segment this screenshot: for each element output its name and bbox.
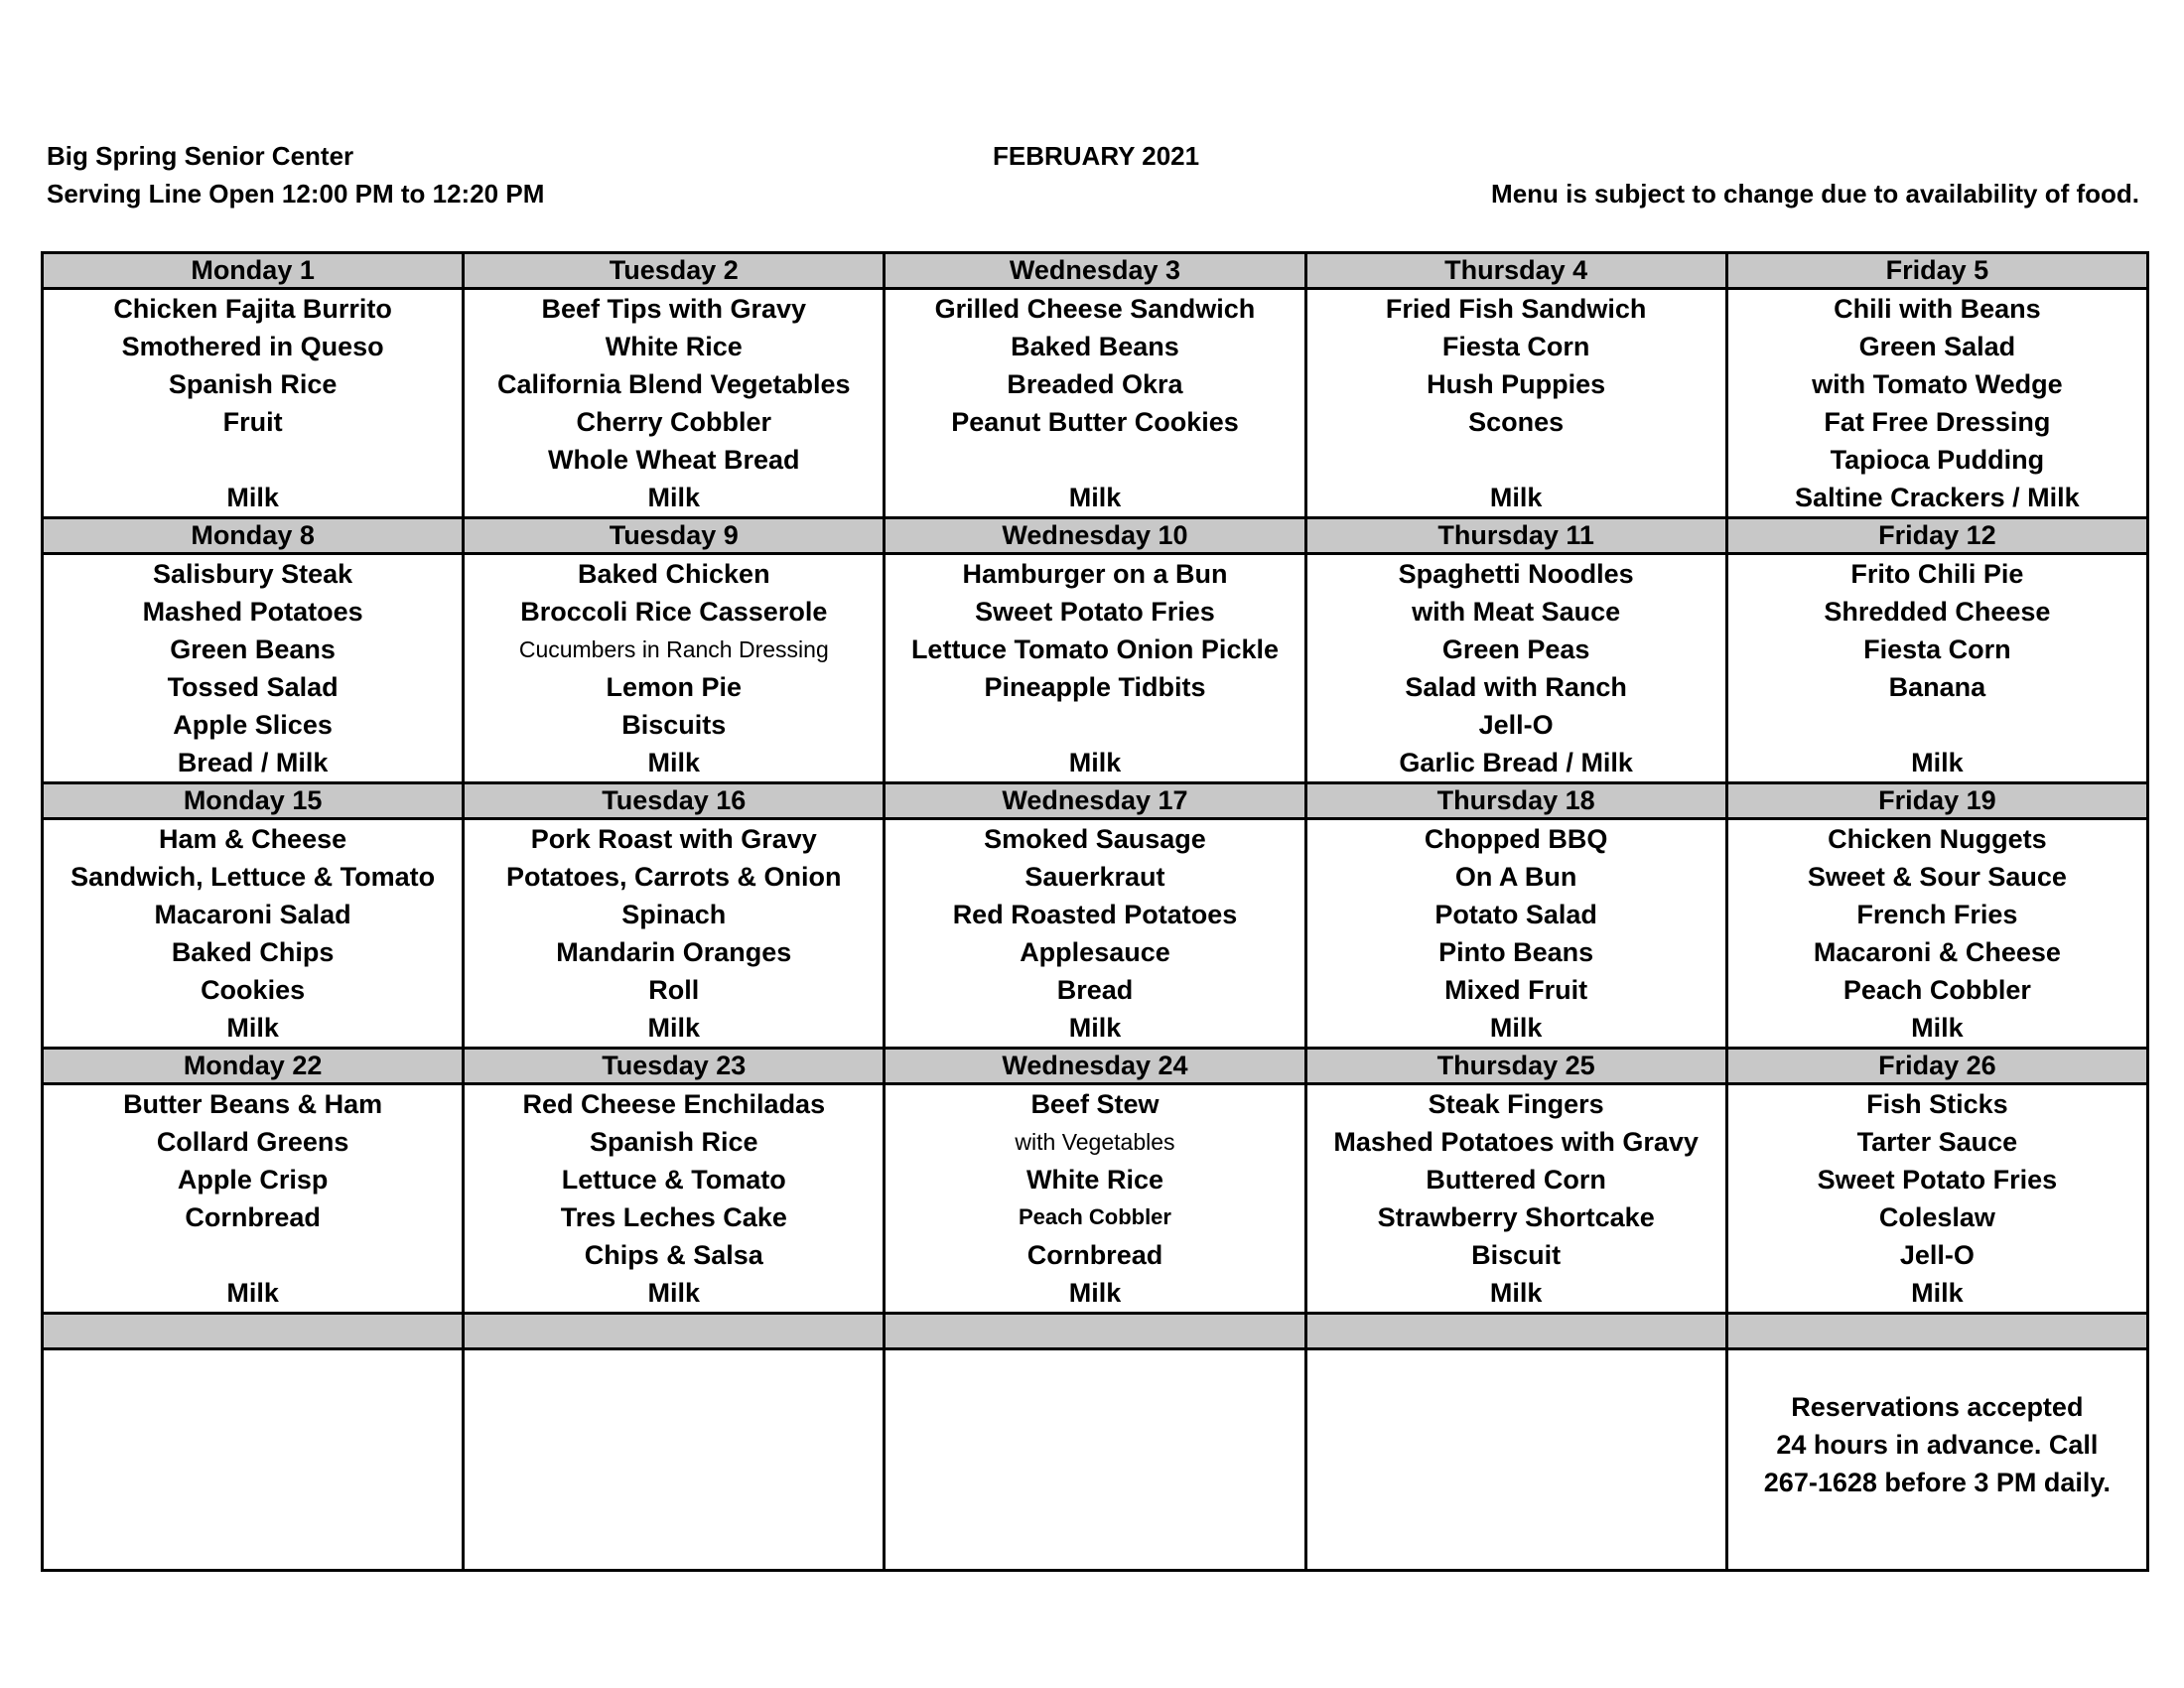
day-header: Thursday 18 [1305,783,1726,819]
menu-disclaimer: Menu is subject to change due to availability of food. [1491,179,2139,209]
menu-item: Milk [1068,1013,1122,1043]
menu-item: Frito Chili Pie [1850,559,2024,589]
menu-item: Fish Sticks [1866,1089,2008,1119]
menu-item: Fruit [222,407,283,437]
week-day-header-row [43,783,2148,819]
day-menu-cell [885,554,1305,783]
menu-item: Collard Greens [156,1127,349,1157]
menu-item: Baked Chips [171,937,335,967]
menu-item: Salad with Ranch [1405,672,1627,702]
menu-item: Milk [647,748,701,777]
menu-item: Baked Beans [1011,332,1179,361]
menu-item: Mandarin Oranges [556,937,792,967]
menu-item: Spanish Rice [590,1127,758,1157]
menu-item: Potatoes, Carrots & Onion [506,862,842,892]
menu-item: Buttered Corn [1426,1165,1606,1195]
day-header: Thursday 4 [1305,253,1726,289]
menu-item: Red Roasted Potatoes [952,900,1238,929]
menu-item: Spaghetti Noodles [1398,559,1634,589]
menu-item: Cherry Cobbler [576,407,772,437]
day-header: Monday 1 [43,253,464,289]
menu-item: Strawberry Shortcake [1377,1202,1655,1232]
menu-item: Fiesta Corn [1441,332,1590,361]
page-title: FEBRUARY 2021 [993,141,1200,171]
reservations-line: Reservations accepted [1791,1392,2084,1422]
day-menu-cell [464,554,885,783]
menu-item: California Blend Vegetables [496,369,851,399]
menu-item: Biscuits [621,710,727,740]
menu-item: Shredded Cheese [1824,597,2051,627]
menu-item: Apple Crisp [177,1165,329,1195]
menu-item: Lettuce Tomato Onion Pickle [910,634,1279,664]
menu-item: Fiesta Corn [1863,634,2011,664]
day-header: Monday 15 [43,783,464,819]
menu-item: Green Beans [170,634,336,664]
menu-item: Jell-O [1899,1240,1975,1270]
day-menu-cell [464,1084,885,1314]
menu-item: White Rice [1025,1165,1163,1195]
menu-item [1728,706,2146,744]
menu-item: Milk [1489,1013,1543,1043]
menu-item: Coleslaw [1878,1202,1995,1232]
empty-day-header [1726,1314,2147,1349]
menu-item: Sweet Potato Fries [1817,1165,2058,1195]
week-menu-row [43,554,2148,783]
menu-item: Milk [1911,1013,1964,1043]
menu-item: Bread [1056,975,1134,1005]
menu-item: Pork Roast with Gravy [530,824,817,854]
reservations-line: 267-1628 before 3 PM daily. [1763,1468,2111,1497]
empty-day-header [43,1314,464,1349]
day-menu-cell [1305,819,1726,1049]
day-header: Thursday 11 [1305,518,1726,554]
menu-item: Hamburger on a Bun [962,559,1228,589]
day-header: Monday 8 [43,518,464,554]
menu-item: Salisbury Steak [153,559,353,589]
menu-item: Tapioca Pudding [1830,445,2045,475]
menu-item: Tossed Salad [167,672,339,702]
week-day-header-row [43,1049,2148,1084]
menu-item [886,441,1303,479]
menu-item: Peach Cobbler [1018,1204,1171,1229]
menu-item: Butter Beans & Ham [123,1089,383,1119]
day-header: Friday 5 [1726,253,2147,289]
menu-item [44,1236,462,1274]
menu-item: Milk [1489,483,1543,512]
menu-item: Biscuit [1471,1240,1562,1270]
menu-item [44,441,462,479]
menu-item: Whole Wheat Bread [548,445,800,475]
empty-day-header [1305,1314,1726,1349]
menu-item: with Vegetables [1015,1129,1175,1155]
day-menu-cell [43,289,464,518]
empty-cell [43,1349,464,1571]
menu-item: Banana [1888,672,1986,702]
menu-item: Potato Salad [1434,900,1597,929]
day-header: Friday 12 [1726,518,2147,554]
menu-item: with Meat Sauce [1412,597,1621,627]
menu-item: Milk [647,483,701,512]
menu-item: Peach Cobbler [1843,975,2031,1005]
menu-item: Broccoli Rice Casserole [520,597,828,627]
menu-item: Macaroni & Cheese [1813,937,2061,967]
day-menu-cell [885,819,1305,1049]
day-header: Friday 19 [1726,783,2147,819]
day-menu-cell [1726,554,2147,783]
menu-item: Lemon Pie [606,672,743,702]
day-menu-cell [1305,554,1726,783]
menu-item: Smoked Sausage [984,824,1206,854]
day-header: Tuesday 23 [464,1049,885,1084]
menu-item: Sweet Potato Fries [975,597,1215,627]
menu-item: Milk [226,483,279,512]
menu-item: Milk [226,1013,279,1043]
day-menu-cell [464,289,885,518]
menu-item: Roll [648,975,700,1005]
week-menu-row [43,819,2148,1049]
menu-item: Cucumbers in Ranch Dressing [518,636,829,662]
menu-item: Chips & Salsa [584,1240,763,1270]
menu-item: Red Cheese Enchiladas [522,1089,826,1119]
menu-item: Pinto Beans [1438,937,1594,967]
day-header: Thursday 25 [1305,1049,1726,1084]
menu-item: Fried Fish Sandwich [1385,294,1647,324]
menu-item: Garlic Bread / Milk [1399,748,1633,777]
menu-item: Scones [1468,407,1565,437]
menu-item: Hush Puppies [1427,369,1606,399]
day-header: Wednesday 3 [885,253,1305,289]
menu-item: Milk [1911,748,1964,777]
menu-item: Baked Chicken [577,559,770,589]
menu-item: Tres Leches Cake [560,1202,787,1232]
bottom-row [43,1349,2148,1571]
day-menu-cell [1726,289,2147,518]
menu-item: Green Peas [1441,634,1590,664]
menu-item: Bread / Milk [177,748,329,777]
menu-item: Steak Fingers [1428,1089,1604,1119]
menu-item [1307,441,1725,479]
menu-item: Cornbread [1026,1240,1163,1270]
week-menu-row [43,289,2148,518]
menu-item: Chicken Nuggets [1828,824,2047,854]
menu-item: Spanish Rice [168,369,338,399]
day-header: Wednesday 17 [885,783,1305,819]
menu-item: Mashed Potatoes [142,597,363,627]
day-menu-cell [1305,1084,1726,1314]
day-header: Tuesday 2 [464,253,885,289]
menu-item: Beef Tips with Gravy [541,294,807,324]
day-menu-cell [464,819,885,1049]
menu-item: Mixed Fruit [1444,975,1588,1005]
menu-item: Saltine Crackers / Milk [1795,483,2080,512]
day-menu-cell [43,819,464,1049]
day-header: Tuesday 9 [464,518,885,554]
menu-item: Lettuce & Tomato [561,1165,786,1195]
reservations-note [1726,1349,2147,1571]
menu-calendar [41,251,2149,1572]
center-name: Big Spring Senior Center [47,141,354,171]
menu-item: Breaded Okra [1007,369,1183,399]
week-day-header-row [43,253,2148,289]
menu-item: Fat Free Dressing [1824,407,2051,437]
menu-item: White Rice [605,332,743,361]
menu-item: Tarter Sauce [1856,1127,2018,1157]
menu-item: Spinach [621,900,727,929]
menu-item: Milk [647,1278,701,1308]
menu-item: Chili with Beans [1834,294,2041,324]
menu-item: Macaroni Salad [154,900,351,929]
menu-item: Milk [1911,1278,1964,1308]
menu-item: Sweet & Sour Sauce [1807,862,2067,892]
empty-cell [1305,1349,1726,1571]
menu-item [886,706,1303,744]
menu-item: Milk [226,1278,279,1308]
empty-cell [464,1349,885,1571]
day-menu-cell [1726,1084,2147,1314]
menu-item: Chicken Fajita Burrito [113,294,392,324]
week-day-header-row [43,518,2148,554]
reservations-line: 24 hours in advance. Call [1776,1430,2099,1460]
menu-item: Pineapple Tidbits [984,672,1206,702]
menu-item: Apple Slices [173,710,333,740]
week-menu-row [43,1084,2148,1314]
menu-item: Milk [647,1013,701,1043]
menu-item: Smothered in Queso [121,332,384,361]
day-header: Wednesday 24 [885,1049,1305,1084]
menu-item: Milk [1068,748,1122,777]
empty-day-header [885,1314,1305,1349]
menu-item: On A Bun [1454,862,1577,892]
menu-item: Mashed Potatoes with Gravy [1333,1127,1699,1157]
day-menu-cell [885,1084,1305,1314]
empty-day-header [464,1314,885,1349]
menu-item: Cornbread [185,1202,321,1232]
day-menu-cell [43,1084,464,1314]
menu-item: Sandwich, Lettuce & Tomato [70,862,436,892]
day-header: Monday 22 [43,1049,464,1084]
day-header: Friday 26 [1726,1049,2147,1084]
day-menu-cell [1305,289,1726,518]
menu-item: Peanut Butter Cookies [951,407,1239,437]
menu-item: Chopped BBQ [1424,824,1608,854]
menu-item: with Tomato Wedge [1812,369,2063,399]
day-header: Wednesday 10 [885,518,1305,554]
menu-item: Milk [1068,483,1122,512]
empty-cell [885,1349,1305,1571]
empty-header-row [43,1314,2148,1349]
menu-item: French Fries [1856,900,2018,929]
day-menu-cell [885,289,1305,518]
menu-item: Milk [1068,1278,1122,1308]
menu-item: Cookies [201,975,306,1005]
menu-item: Green Salad [1858,332,2016,361]
menu-item: Milk [1489,1278,1543,1308]
day-menu-cell [1726,819,2147,1049]
day-header: Tuesday 16 [464,783,885,819]
menu-item: Jell-O [1478,710,1554,740]
menu-item: Ham & Cheese [159,824,347,854]
menu-item: Sauerkraut [1024,862,1165,892]
day-menu-cell [43,554,464,783]
menu-item: Grilled Cheese Sandwich [934,294,1256,324]
menu-item: Applesauce [1020,937,1170,967]
serving-hours: Serving Line Open 12:00 PM to 12:20 PM [47,179,545,209]
menu-item: Beef Stew [1030,1089,1160,1119]
